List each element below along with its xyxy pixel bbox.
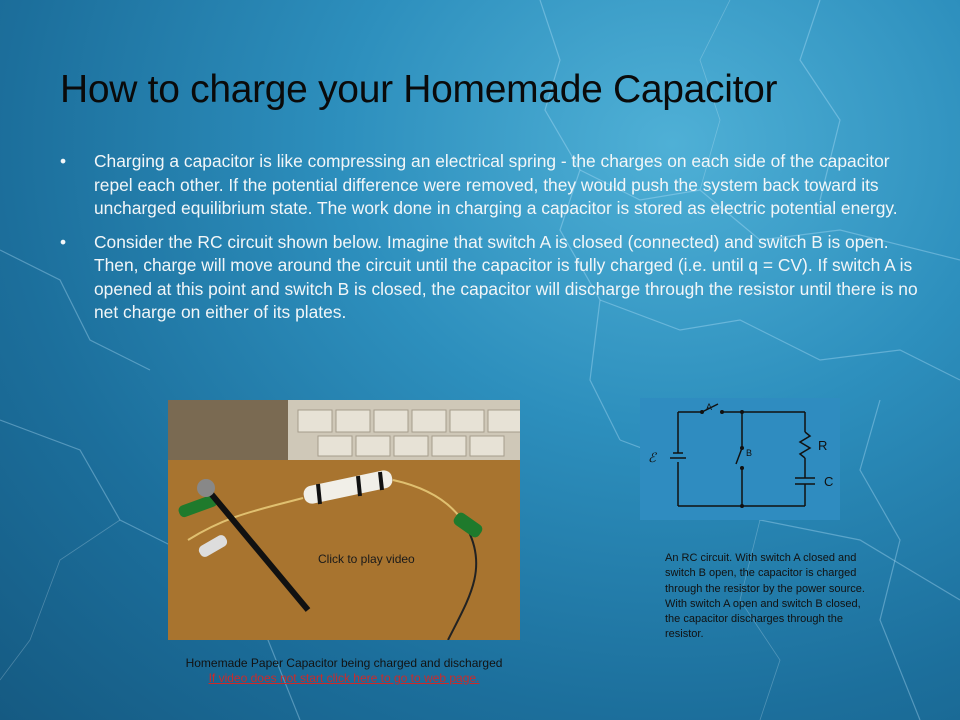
web-page-link[interactable]: If video does not start click here to go to web page.: [208, 671, 480, 685]
bullet-text: Charging a capacitor is like compressing an electrical spring - the charges on each side of the capacitor repel each other. If the potential difference were removed, they would push the system back toward its uncharged equilibrium state. The work done in charging a capacitor is stored as electric potential energy.: [94, 151, 898, 218]
circuit-caption: An RC circuit. With switch A closed and switch B open, the capacitor is charged through the resistor by the power source. With switch A open and switch B closed, the capacitor discharges through the resistor.: [665, 552, 865, 641]
page-title: How to charge your Homemade Capacitor: [60, 68, 778, 111]
emf-label: ℰ: [648, 450, 656, 465]
video-caption: Homemade Paper Capacitor being charged and discharged: [185, 656, 503, 670]
switch-a-label: A: [706, 402, 713, 412]
bullet-list: [60, 150, 920, 335]
rc-circuit-diagram: [640, 398, 840, 520]
video-player[interactable]: [168, 400, 520, 640]
video-frame-image: [168, 400, 520, 640]
list-item: [60, 150, 920, 221]
bullet-icon: •: [60, 231, 67, 252]
list-item: [60, 231, 920, 325]
bullet-icon: •: [60, 151, 67, 171]
bullet-text: Consider the RC circuit shown below. Imagine that switch A is closed (connected) and switch B is open. Then, charge will move around the circuit until the capacitor is fully charged (i.e. until q = CV). If switch A is opened at this point and switch B is closed, the capacitor will discharge through the resistor until there is no net charge on either of its plates.: [94, 231, 918, 322]
switch-b-label: B: [746, 448, 753, 458]
play-video-label[interactable]: Click to play video: [318, 552, 415, 566]
capacitor-label: C: [824, 474, 834, 489]
resistor-label: R: [818, 438, 828, 453]
